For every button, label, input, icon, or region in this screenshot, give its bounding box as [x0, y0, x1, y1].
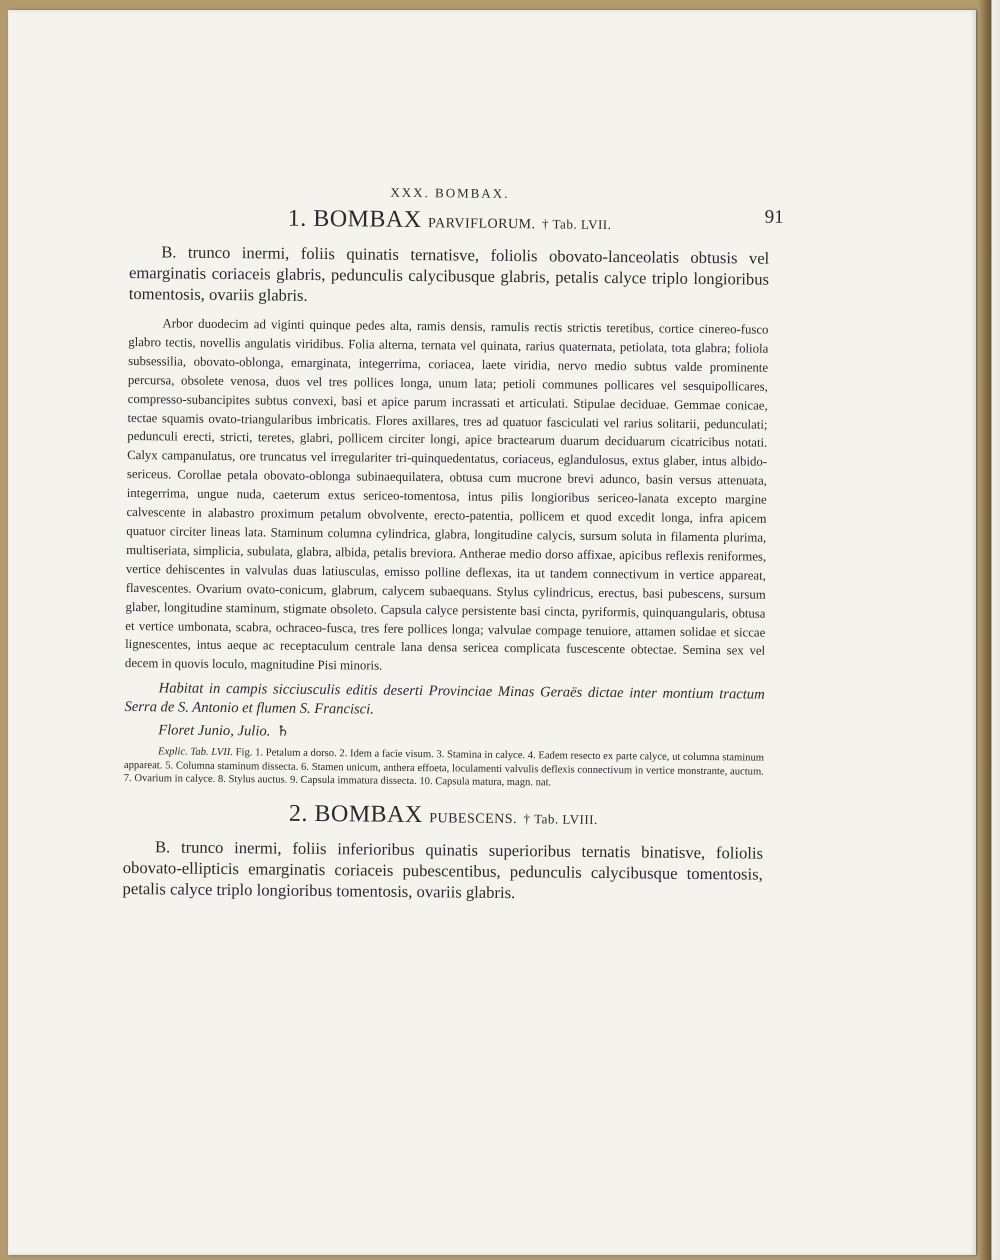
- species-1-plate-explanation: [124, 745, 764, 792]
- species-1-diagnosis: B. trunco inermi, foliis quinatis ternatisve, foliolis obovato-lanceolatis obtusis vel emarginatis coriaceis glabris, pedunculis calycibusque glabris, petalis calyce triplo longioribus tomentosis, ovariis glabris.: [128, 242, 770, 305]
- book-page: [8, 10, 976, 1255]
- species-1-description: Arbor duodecim ad viginti quinque pedes alta, ramis densis, ramulis rectis strictis teretibus, cortice cinereo-fusco glabro tectis, novellis angulatis viridibus. Folia alterna, ternata vel quinata, rarius quaternata, petiolata, tota glabra; foliola subsessilia, obovato-oblonga, emarginata, integerrima, coriacea, laete viridia, nervo medio subtus valde prominente percursa, obsolete venosa, duos vel tres pollices longa, unum lata; petioli communes pollicares vel sesquipollicares, compresso-subancipites subtus convexi, basi et apice parum incrassati et articulati. Stipulae deciduae. Gemmae conicae, tectae squamis ovato-triangularibus imbricatis. Flores axillares, tres ad quatuor fasciculati vel rarius solitarii, pedunculati; pedunculi erecti, stricti, teretes, glabri, pollicem circiter longi, apice bractearum duarum deciduarum cicatricibus notati. Calyx campanulatus, ore truncatus vel irregulariter tri-quinquedentatus, coriaceus, eglandulosus, extus glaber, intus albido-sericeus. Corollae petala obovato-oblonga subinaequilatera, obtusa cum mucrone brevi adunco, basin versus attenuata, integerrima, ungue nuda, caeterum extus sericeo-tomentosa, intus pilis longioribus sericeo-lanata excepto margine calvescente in alabastro proximum petalum obvolvente, erecto-patentia, pollicem et quod excedit longa, infra apicem quatuor circiter lineas lata. Staminum columna cylindrica, glabra, longitudine calycis, sursum soluta in filamenta plurima, multiseriata, simplicia, subulata, glabra, albida, petalis breviora. Antherae medio dorso affixae, apicibus reflexis reniformes, vertice dehiscentes in valvulas duas latiusculas, emisso polline deflexas, ita ut tandem connectivum in vertice appareat, flavescentes. Ovarium ovato-conicum, glabrum, calycem subaequans. Stylus cylindricus, erectus, basi pubescens, sursum glaber, longitudine staminum, stigmate obsoleto. Capsula calyce persistente basi cincta, pyriformis, quinquangularis, obtusa et vertice umbonata, scabra, ochraceo-fusca, tres fere pollices longa; valvulae compage tenuiore, attamen solidae et siccae lignescentes, intus aeque ac receptaculum centrale lana densa sericea complicata fuscescente obtectae. Semina sex vel decem in quovis loculo, magnitudine Pisi minoris.: [124, 316, 769, 673]
- species-2-number: 2.: [288, 801, 309, 828]
- explicatio-lead: Explic. Tab. LVII.: [157, 746, 234, 759]
- running-head: XXX. BOMBAX.: [390, 184, 510, 201]
- floret-text: Floret Junio, Julio.: [158, 722, 271, 740]
- explicatio-text: Fig. 1. Petalum a dorso. 2. Idem a facie visum. 3. Stamina in calyce. 4. Eadem resecto ex parte calyce, ut columna staminum appareat. 5. Columna staminum dissecta. 6. Stamen unicum, anthera effoeta, loculamenti valvulis deflexis connectivum in vertice monstrante, auctum. 7. Ovarium in calyce. 8. Stylus auctus. 9. Capsula immatura dissecta. 10. Capsula matura, magn. nat.: [123, 747, 765, 789]
- page-edge: [978, 0, 1000, 1260]
- page-content: [122, 182, 784, 916]
- species-1-plate: † Tab. LVII.: [541, 216, 612, 233]
- species-1-genus: BOMBAX: [313, 205, 422, 234]
- species-1-habitat: Habitat in campis sicciusculis editis deserti Provinciae Minas Geraës dictae inter montium tractum Serra de S. Antonio et flumen S. Francisci.: [124, 680, 765, 718]
- species-1-floret: [124, 721, 764, 746]
- species-2-epithet: PUBESCENS.: [429, 811, 518, 828]
- page-number: 91: [764, 206, 784, 228]
- species-1-number: 1.: [287, 205, 307, 232]
- species-1-title: [129, 204, 769, 238]
- species-2-plate: † Tab. LVIII.: [523, 811, 598, 828]
- species-2-diagnosis: B. trunco inermi, foliis inferioribus quinatis superioribus ternatis binatisve, foliolis obovato-ellipticis emarginatis coriaceis pubescentibus, pedunculis calycibusque tomentosis, petalis calyce triplo longioribus tomentosis, ovariis glabris.: [122, 837, 764, 903]
- species-2-title: [123, 799, 763, 833]
- saturn-symbol-icon: ♄: [276, 723, 290, 740]
- species-1-epithet: PARVIFLORUM.: [428, 216, 536, 233]
- species-2-genus: BOMBAX: [314, 801, 423, 829]
